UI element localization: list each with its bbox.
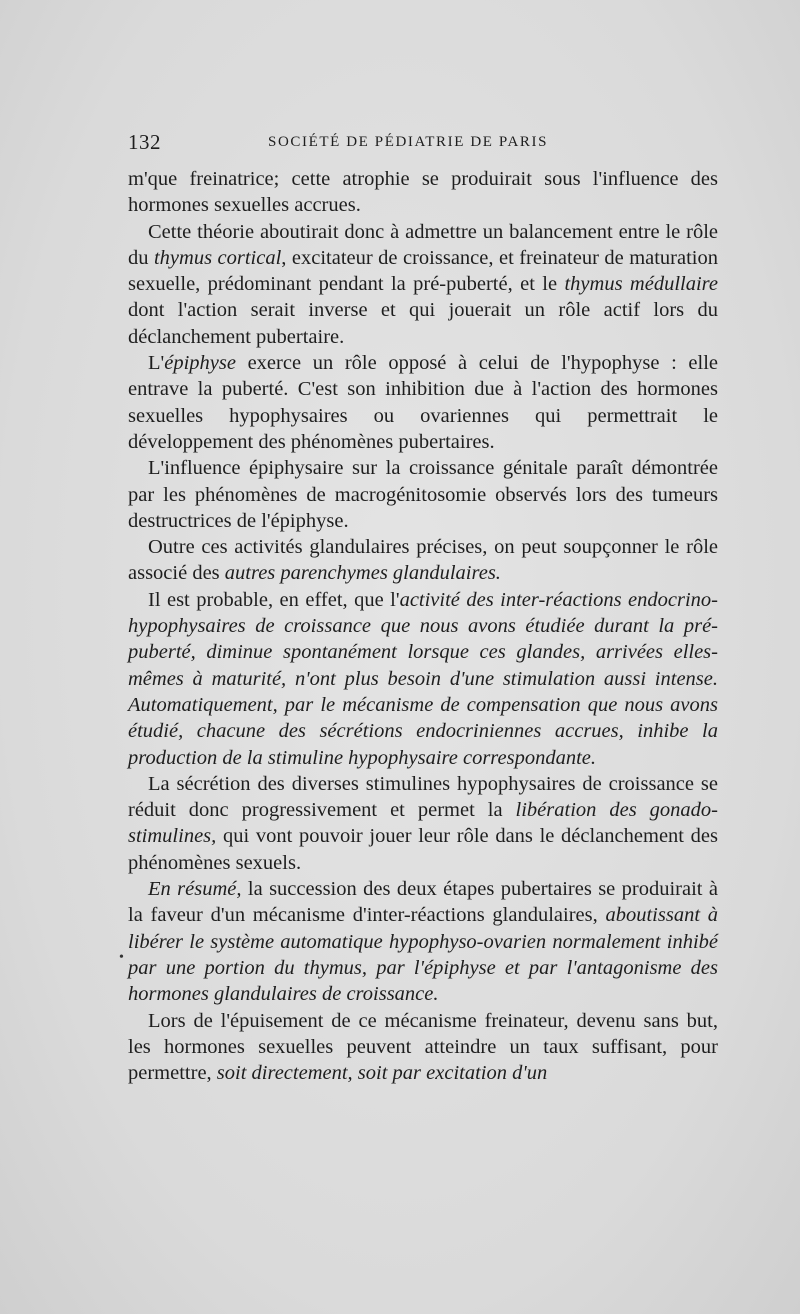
text-run: la succession des deux étapes pubertaires se produirait à la faveur d'un mécanisme d'inter-réactions glandulaires, — [128, 878, 718, 927]
italic-run: aboutissant à libérer le système automatique hypophyso-ovarien normalement inhibé par une portion du thymus, par l'épiphyse et par l'antagonisme des hormones glandulaires de croissance. — [128, 904, 718, 1006]
text-run: qui vont pouvoir jouer leur rôle dans le déclanchement des phénomènes sexuels. — [128, 825, 718, 874]
text-run: exerce un rôle opposé à celui de l'hypophyse : elle entrave la puberté. C'est son inhibition due à l'action des hormones sexuelles hypophysaires ou ovariennes qui permettrait le développement des phénomènes pubertaires. — [128, 352, 718, 453]
text-run: Outre ces activités glandulaires précises, on peut soupçonner le rôle associé des — [128, 536, 718, 585]
paragraph — [128, 534, 718, 587]
paragraph — [128, 455, 718, 534]
paragraph — [128, 166, 718, 219]
text-run: Lors de l'épuisement de ce mécanisme freinateur, devenu sans but, les hormones sexuelles peuvent atteindre un taux suffisant, pour permettre, — [128, 1009, 718, 1085]
running-head: SOCIÉTÉ DE PÉDIATRIE DE PARIS — [268, 134, 549, 150]
body-text — [128, 166, 718, 1086]
italic-run: épiphyse — [164, 352, 236, 375]
paragraph — [128, 876, 718, 1007]
italic-run: thymus cortical — [153, 246, 282, 269]
text-run: L' — [148, 352, 165, 375]
text-run: L'influence épiphysaire sur la croissance génitale paraît démontrée par les phénomènes de macrogénitosomie observés lors des tumeurs destructrices de l'épiphyse. — [128, 457, 718, 532]
italic-run: soit directement, soit par excitation d'un — [216, 1062, 548, 1085]
italic-run: activité des inter-réactions endocrino-hypophysaires de croissance que nous avons étudiée durant la pré-puberté, diminue spontanément lorsque ces glandes, arrivées elles-mêmes à maturité, n'ont plus besoin d'une stimulation aussi intense. Automatiquement, par le mécanisme de compensation que nous avons étudié, chacune des sécrétions endocriniennes accrues, inhibe la production de la stimuline hypophysaire correspondante. — [128, 588, 718, 769]
paragraph — [128, 1008, 718, 1087]
text-run: m'que freinatrice; cette atrophie se produirait sous l'influence des hormones sexuelles accrues. — [128, 168, 718, 217]
page-number: 132 — [128, 130, 161, 154]
italic-run: libération des gonado-stimulines, — [128, 799, 718, 848]
text-run: Il est probable, en effet, que l' — [148, 588, 400, 611]
paragraph — [128, 219, 718, 350]
page-header — [128, 130, 718, 158]
text-run: La sécrétion des diverses stimulines hypophysaires de croissance se réduit donc progressivement et permet la — [128, 772, 718, 822]
italic-run: thymus médullaire — [564, 273, 718, 296]
italic-run: autres parenchymes glandulaires. — [224, 562, 501, 585]
text-run: dont l'action serait inverse et qui jouerait un rôle actif lors du déclanchement pubertaire. — [128, 299, 718, 348]
italic-run: En résumé, — [148, 878, 242, 901]
paragraph — [128, 350, 718, 455]
text-run: , excitateur de croissance, et freinateur de maturation sexuelle, prédominant pendant la pré-puberté, et le — [128, 246, 719, 296]
paragraph — [128, 771, 718, 876]
text-run: Cette théorie aboutirait donc à admettre un balancement entre le rôle du — [128, 220, 718, 269]
margin-mark: • — [119, 950, 124, 965]
paragraph — [128, 587, 718, 771]
